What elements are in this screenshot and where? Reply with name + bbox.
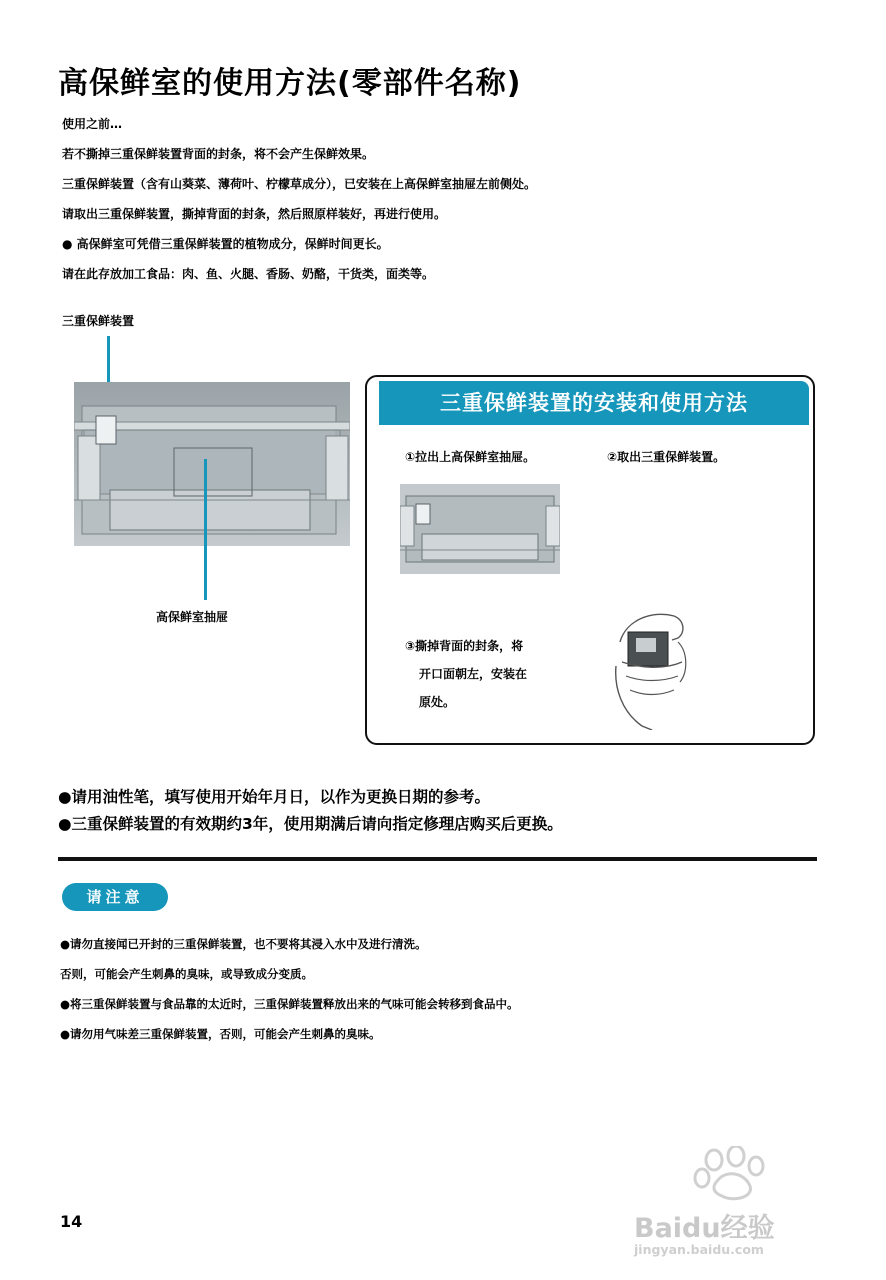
- intro-text: [62, 117, 822, 297]
- step3-line: 开口面朝左，安装在: [419, 667, 528, 681]
- caution-item: ●将三重保鲜装置与食品靠的太近时，三重保鲜装置释放出来的气味可能会转移到食品中。: [60, 997, 519, 1011]
- usage-notes: [58, 786, 563, 840]
- step2-label: ②取出三重保鲜装置。: [607, 450, 726, 464]
- caution-badge: 请注意: [62, 883, 168, 911]
- note-item: ●请用油性笔，填写使用开始年月日，以作为更换日期的参考。: [58, 788, 491, 806]
- pull-drawer-image: [400, 484, 560, 574]
- watermark-url: jingyan.baidu.com: [634, 1242, 764, 1257]
- hand-holding-device-image: [612, 602, 692, 730]
- drawer-callout-line: [204, 459, 207, 600]
- intro-line: ● 高保鲜室可凭借三重保鲜装置的植物成分，保鲜时间更长。: [62, 237, 389, 251]
- intro-line: 若不撕掉三重保鲜装置背面的封条，将不会产生保鲜效果。: [62, 147, 375, 161]
- section-divider: [58, 857, 817, 861]
- watermark-brand: Baidu经验: [634, 1213, 775, 1244]
- intro-line: 三重保鲜装置（含有山葵菜、薄荷叶、柠檬草成分），已安装在上高保鲜室抽屉左前侧处。: [62, 177, 537, 191]
- step3-line: 原处。: [419, 695, 456, 709]
- step1-label: ①拉出上高保鲜室抽屉。: [405, 450, 536, 464]
- device-label: 三重保鲜装置: [62, 314, 135, 328]
- fridge-drawer-image: [74, 382, 350, 546]
- caution-item: ●请勿直接闻已开封的三重保鲜装置，也不要将其浸入水中及进行清洗。: [60, 937, 427, 951]
- step3-line: ③撕掉背面的封条，将: [405, 639, 524, 653]
- page-title: 高保鲜室的使用方法(零部件名称): [58, 66, 522, 101]
- intro-line: 请在此存放加工食品：肉、鱼、火腿、香肠、奶酪，干货类，面类等。: [62, 267, 435, 281]
- caution-item: ●请勿用气味差三重保鲜装置，否则，可能会产生刺鼻的臭味。: [60, 1027, 381, 1041]
- panel-heading: 三重保鲜装置的安装和使用方法: [379, 381, 809, 425]
- step3-text: [405, 632, 527, 716]
- intro-line: 请取出三重保鲜装置，撕掉背面的封条，然后照原样装好，再进行使用。: [62, 207, 447, 221]
- caution-list: [60, 937, 519, 1057]
- caution-item: 否则，可能会产生刺鼻的臭味，或导致成分变质。: [60, 967, 313, 981]
- paw-logo-icon: [692, 1146, 772, 1202]
- drawer-label: 高保鲜室抽屉: [156, 610, 229, 624]
- page-number: 14: [60, 1212, 83, 1231]
- note-item: ●三重保鲜装置的有效期约3年，使用期满后请向指定修理店购买后更换。: [58, 815, 563, 833]
- intro-line: 使用之前…: [62, 117, 123, 131]
